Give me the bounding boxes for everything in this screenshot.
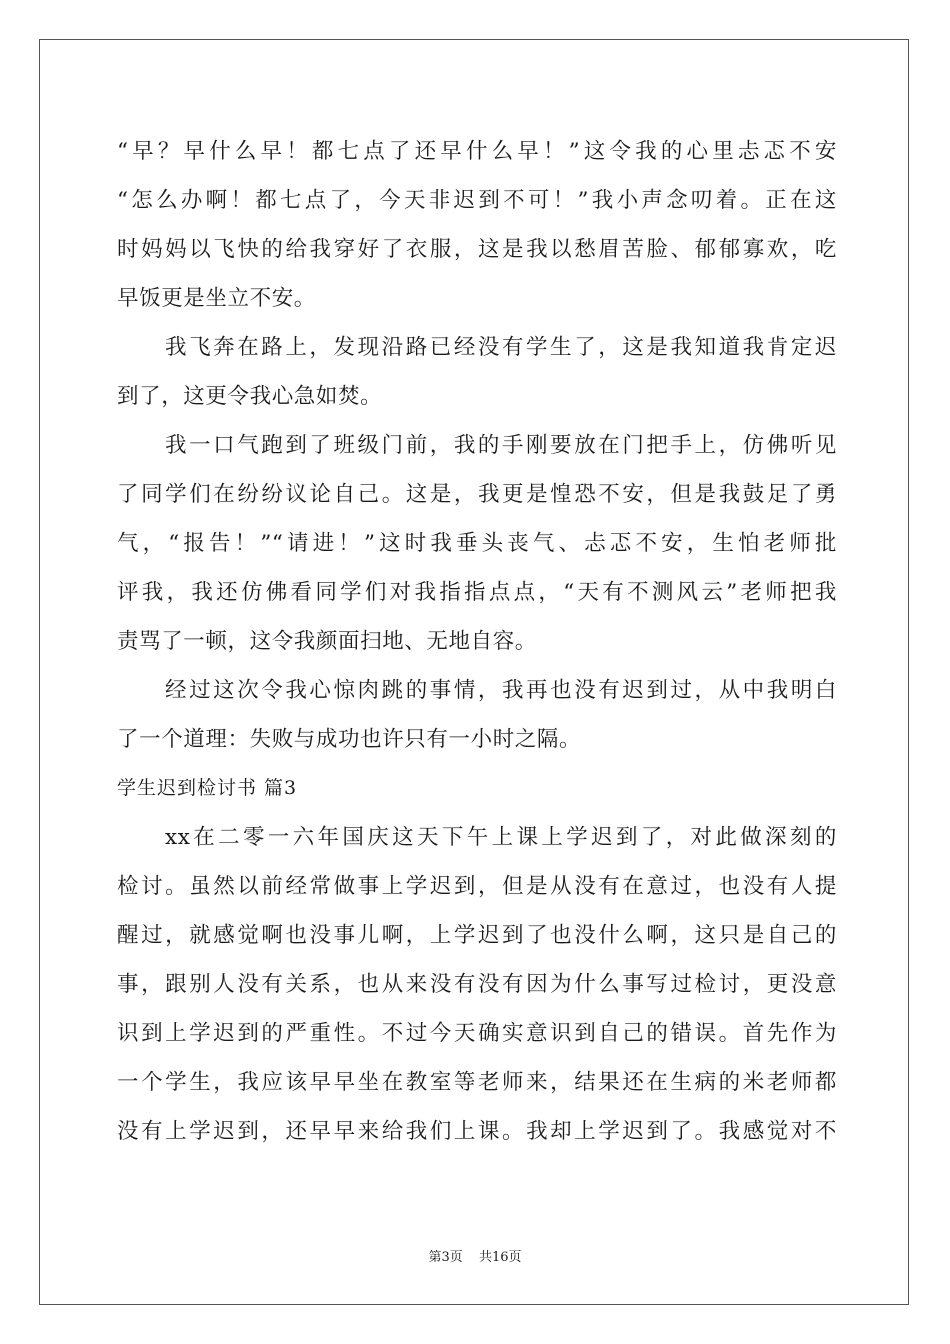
text-line: 责骂了一顿，这令我颜面扫地、无地自容。: [117, 629, 537, 654]
text-line: 时妈妈以飞快的给我穿好了衣服，这是我以愁眉苦脸、郁郁寡欢，吃: [117, 237, 837, 262]
text-line: “早？早什么早！都七点了还早什么早！”这令我的心里忐忑不安: [117, 139, 837, 164]
text-line: 事，跟别人没有关系，也从来没有没有因为什么事写过检讨，更没意: [117, 972, 837, 997]
text-line: 评我，我还仿佛看同学们对我指指点点，“天有不测风云”老师把我: [117, 580, 837, 605]
page-total: 共16页: [478, 1250, 522, 1265]
text-line: 了一个道理：失败与成功也许只有一小时之隔。: [117, 727, 582, 752]
text-line: 识到上学迟到的严重性。不过今天确实意识到自己的错误。首先作为: [117, 1021, 837, 1046]
text-line: 到了，这更令我心急如焚。: [117, 384, 383, 409]
text-line: 醒过，就感觉啊也没事儿啊，上学迟到了也没什么啊，这只是自己的: [117, 923, 837, 948]
page-number: 第3页: [428, 1250, 463, 1265]
text-line: 早饭更是坐立不安。: [117, 286, 316, 311]
text-line: xx在二零一六年国庆这天下午上课上学迟到了，对此做深刻的: [165, 825, 837, 850]
page-footer: [0, 1246, 950, 1265]
text-line: 我飞奔在路上，发现沿路已经没有学生了，这是我知道我肯定迟: [165, 335, 837, 360]
text-line: 我一口气跑到了班级门前，我的手刚要放在门把手上，仿佛听见: [165, 433, 837, 458]
text-line: 了同学们在纷纷议论自己。这是，我更是惶恐不安，但是我鼓足了勇: [117, 482, 837, 507]
text-line: 经过这次令我心惊肉跳的事情，我再也没有迟到过，从中我明白: [165, 678, 837, 703]
text-line: 气，“报告！”“请进！”这时我垂头丧气、忐忑不安，生怕老师批: [117, 531, 837, 556]
text-line: 没有上学迟到，还早早来给我们上课。我却上学迟到了。我感觉对不: [117, 1119, 837, 1144]
text-line: 检讨。虽然以前经常做事上学迟到，但是从没有在意过，也没有人提: [117, 874, 837, 899]
document-body: [117, 127, 837, 1156]
section-heading: 学生迟到检讨书 篇3: [117, 777, 298, 799]
text-line: “怎么办啊！都七点了，今天非迟到不可！”我小声念叨着。正在这: [117, 188, 837, 213]
text-line: 一个学生，我应该早早坐在教室等老师来，结果还在生病的米老师都: [117, 1070, 837, 1095]
